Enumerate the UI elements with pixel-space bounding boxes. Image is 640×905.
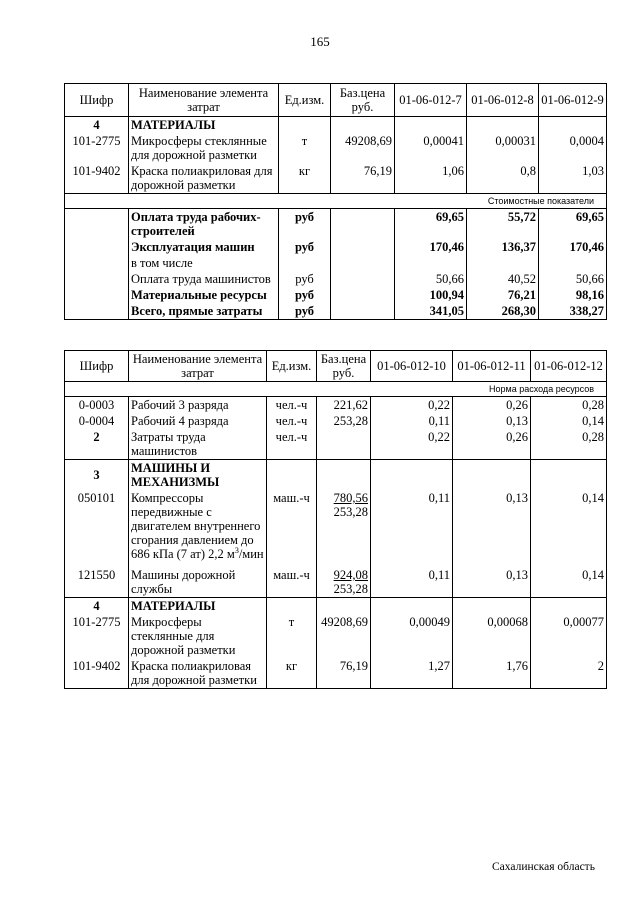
table-row: [65, 429, 607, 460]
row-code: 101-9402: [65, 163, 129, 194]
page-number: 165: [310, 34, 330, 49]
summary-value: 341,05: [395, 303, 467, 320]
row-name: Рабочий 4 разряда: [129, 413, 267, 429]
summary-unit: руб: [279, 271, 331, 287]
table-row: [65, 163, 607, 194]
summary-name: Эксплуатация машин: [129, 239, 279, 255]
row-value: 0,28: [531, 429, 607, 460]
row-value: 0,00041: [395, 133, 467, 163]
row-unit: маш.-ч: [267, 490, 317, 562]
header-col3: 01-06-012-12: [531, 351, 607, 382]
summary-value: 55,72: [467, 209, 539, 240]
row-name: Краска полиакриловая для дорожной разметки: [129, 658, 267, 689]
summary-value: 136,37: [467, 239, 539, 255]
row-name: Затраты труда машинистов: [129, 429, 267, 460]
header-code: Шифр: [65, 351, 129, 382]
row-value: 0,13: [453, 413, 531, 429]
header-col2: 01-06-012-11: [453, 351, 531, 382]
table-row: [65, 562, 607, 598]
summary-value: 50,66: [539, 271, 607, 287]
summary-value: 170,46: [539, 239, 607, 255]
row-value: 0,00049: [371, 614, 453, 658]
row-value: 0,22: [371, 429, 453, 460]
row-unit: т: [279, 133, 331, 163]
row-price: 221,62: [317, 397, 371, 414]
row-code: 101-9402: [65, 658, 129, 689]
row-code: 101-2775: [65, 614, 129, 658]
row-unit: кг: [279, 163, 331, 194]
section-row: [65, 117, 607, 134]
row-value: 0,00031: [467, 133, 539, 163]
row-unit: кг: [267, 658, 317, 689]
section-code: 4: [65, 598, 129, 615]
row-name: Краска полиакриловая для дорожной разметки: [129, 163, 279, 194]
header-name: Наименование элемента затрат: [129, 351, 267, 382]
summary-unit: руб: [279, 209, 331, 240]
row-price: 49208,69: [317, 614, 371, 658]
machine-name-text: Компрессоры передвижные с двигателем внутреннего сгорания давлением до 686 кПа (7 ат) 2,2 м: [131, 491, 261, 561]
table-row: [65, 658, 607, 689]
row-value: 0,26: [453, 429, 531, 460]
header-code: Шифр: [65, 84, 129, 117]
row-value: 0,11: [371, 490, 453, 562]
summary-value: 76,21: [467, 287, 539, 303]
summary-name: Оплата труда рабочих-строителей: [129, 209, 279, 240]
header-name: Наименование элемента затрат: [129, 84, 279, 117]
section-row: [65, 598, 607, 615]
summary-name: Всего, прямые затраты: [129, 303, 279, 320]
table-header: [65, 84, 607, 117]
row-price: 253,28: [317, 413, 371, 429]
row-value: 0,14: [531, 413, 607, 429]
summary-name: в том числе: [129, 255, 279, 271]
header-unit: Ед.изм.: [267, 351, 317, 382]
table-row: [65, 413, 607, 429]
header-col1: 01-06-012-10: [371, 351, 453, 382]
section-row: [65, 460, 607, 491]
row-value: 1,06: [395, 163, 467, 194]
machine-name-tail: /мин: [238, 547, 264, 561]
row-value: 0,00068: [453, 614, 531, 658]
header-price: Баз.цена руб.: [331, 84, 395, 117]
section-code: 3: [65, 460, 129, 491]
row-price: 76,19: [317, 658, 371, 689]
row-value: 0,13: [453, 490, 531, 562]
section-title: МАШИНЫ И МЕХАНИЗМЫ: [129, 460, 267, 491]
row-value: 0,11: [371, 413, 453, 429]
row-name: Машины дорожной службы: [129, 562, 267, 598]
table-row: [65, 133, 607, 163]
summary-unit: руб: [279, 239, 331, 255]
section-title: МАТЕРИАЛЫ: [129, 598, 267, 615]
row-unit: т: [267, 614, 317, 658]
resource-norm-note: Норма расхода ресурсов: [65, 382, 607, 397]
summary-value: 100,94: [395, 287, 467, 303]
section-title: МАТЕРИАЛЫ: [129, 117, 279, 134]
table-row: [65, 614, 607, 658]
row-unit: маш.-ч: [267, 562, 317, 598]
row-value: 1,03: [539, 163, 607, 194]
summary-unit: руб: [279, 287, 331, 303]
row-value: 0,0004: [539, 133, 607, 163]
summary-row: [65, 271, 607, 287]
row-value: 0,11: [371, 562, 453, 598]
row-price: [317, 562, 371, 598]
price-secondary: 253,28: [333, 582, 368, 596]
row-price: 49208,69: [331, 133, 395, 163]
row-value: 0,28: [531, 397, 607, 414]
section-code: 4: [65, 117, 129, 134]
row-value: 0,14: [531, 562, 607, 598]
unit-superscript: 3: [234, 545, 239, 555]
row-code: 121550: [65, 562, 129, 598]
row-unit: чел.-ч: [267, 413, 317, 429]
summary-value: 268,30: [467, 303, 539, 320]
table-header: [65, 351, 607, 382]
note-row: [65, 194, 607, 209]
header-col1: 01-06-012-7: [395, 84, 467, 117]
row-name: Рабочий 3 разряда: [129, 397, 267, 414]
row-code: 0-0004: [65, 413, 129, 429]
table-row: [65, 490, 607, 562]
summary-unit: руб: [279, 303, 331, 320]
summary-row: [65, 255, 607, 271]
summary-value: 40,52: [467, 271, 539, 287]
row-name: Микросферы стеклянные для дорожной разметки: [129, 614, 267, 658]
resource-table-2: [64, 350, 607, 689]
summary-value: 69,65: [395, 209, 467, 240]
summary-row: [65, 287, 607, 303]
row-value: 0,00077: [531, 614, 607, 658]
row-value: 1,27: [371, 658, 453, 689]
note-row: [65, 382, 607, 397]
row-value: 0,14: [531, 490, 607, 562]
summary-value: 69,65: [539, 209, 607, 240]
summary-value: 170,46: [395, 239, 467, 255]
row-unit: чел.-ч: [267, 397, 317, 414]
row-code: 2: [65, 429, 129, 460]
header-price: Баз.цена руб.: [317, 351, 371, 382]
price-main: 780,56: [333, 491, 368, 505]
summary-row: [65, 303, 607, 320]
row-value: 2: [531, 658, 607, 689]
price-main: 924,08: [333, 568, 368, 582]
row-value: 0,26: [453, 397, 531, 414]
row-price: [317, 490, 371, 562]
row-name: Микросферы стеклянные для дорожной разметки: [129, 133, 279, 163]
row-value: 1,76: [453, 658, 531, 689]
footer-region: Сахалинская область: [492, 861, 595, 873]
summary-value: 98,16: [539, 287, 607, 303]
summary-value: 338,27: [539, 303, 607, 320]
header-unit: Ед.изм.: [279, 84, 331, 117]
row-price: 76,19: [331, 163, 395, 194]
summary-name: Материальные ресурсы: [129, 287, 279, 303]
header-col3: 01-06-012-9: [539, 84, 607, 117]
summary-row: [65, 239, 607, 255]
table-row: [65, 397, 607, 414]
summary-row: [65, 209, 607, 240]
summary-value: 50,66: [395, 271, 467, 287]
row-unit: чел.-ч: [267, 429, 317, 460]
header-col2: 01-06-012-8: [467, 84, 539, 117]
row-code: 101-2775: [65, 133, 129, 163]
cost-table-1: [64, 83, 607, 320]
row-name: [129, 490, 267, 562]
row-code: 050101: [65, 490, 129, 562]
price-secondary: 253,28: [333, 505, 368, 519]
row-value: 0,8: [467, 163, 539, 194]
row-code: 0-0003: [65, 397, 129, 414]
row-value: 0,13: [453, 562, 531, 598]
summary-name: Оплата труда машинистов: [129, 271, 279, 287]
row-value: 0,22: [371, 397, 453, 414]
cost-indicators-note: Стоимостные показатели: [65, 194, 607, 209]
